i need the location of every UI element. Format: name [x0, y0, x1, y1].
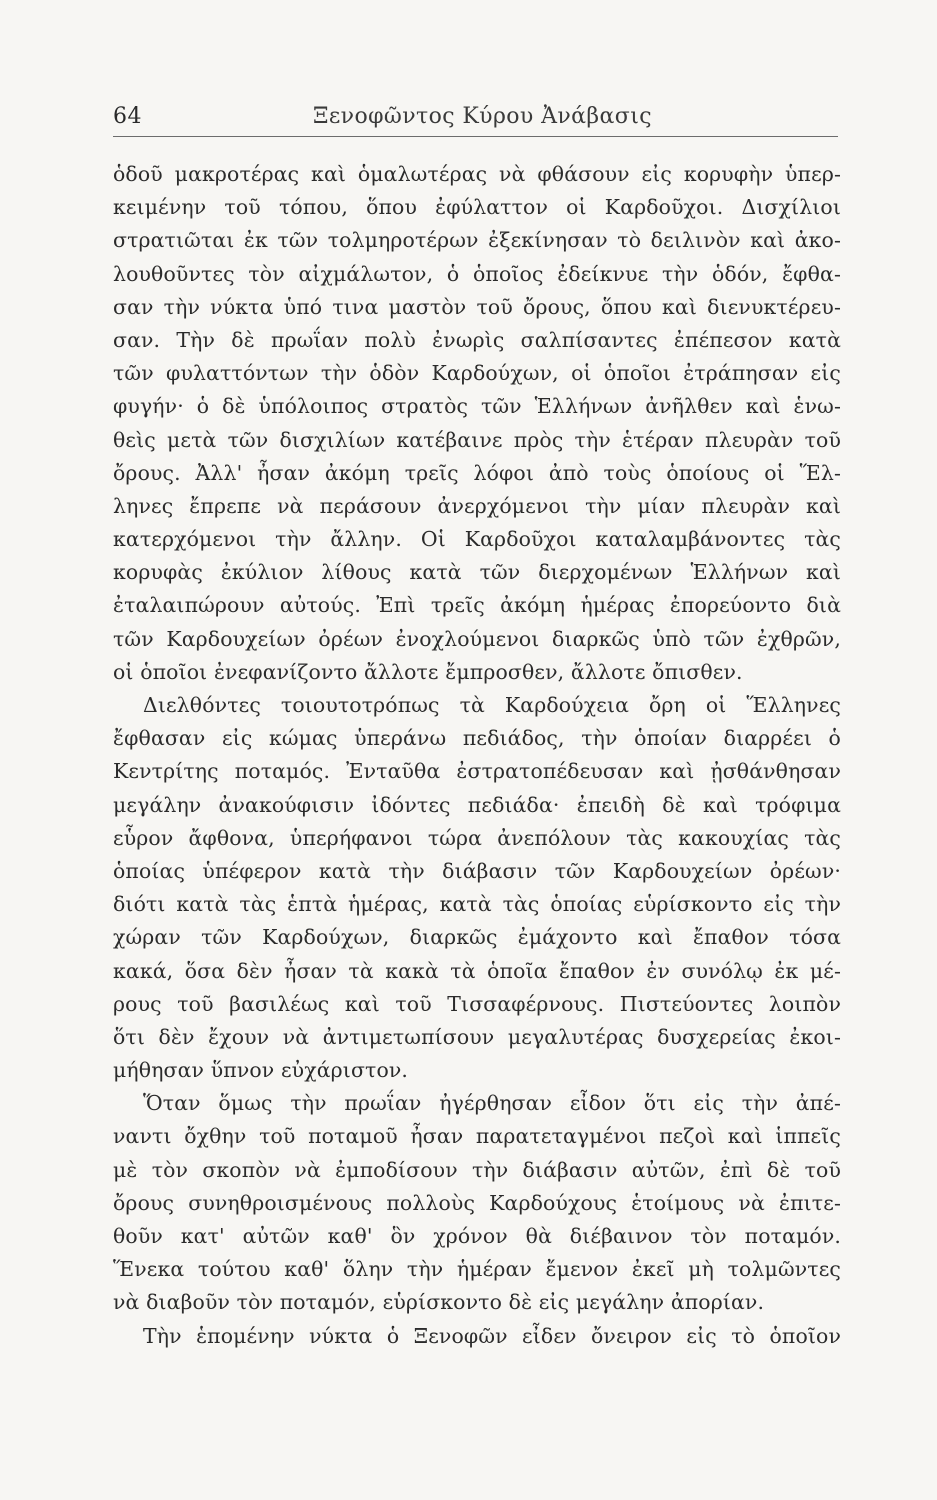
paragraph-first-line: Διελθόντες τοιουτοτρόπως τὰ Καρδούχεια ὄρη οἱ Ἕλληνες	[143, 693, 841, 717]
text-line: ὄρους συνηθροισμένους πολλοὺς Καρδούχους ἑτοίμους νὰ ἐπιτε-	[113, 1190, 841, 1215]
text-line: ναντι ὄχθην τοῦ ποταμοῦ ἦσαν παρατεταγμένοι πεζοὶ καὶ ἱππεῖς	[113, 1124, 841, 1149]
text-line: θοῦν κατ' αὐτῶν καθ' ὃν χρόνον θὰ διέβαινον τὸν ποταμόν.	[113, 1224, 841, 1248]
text-line: μὲ τὸν σκοπὸν νὰ ἐμποδίσουν τὴν διάβασιν αὐτῶν, ἐπὶ δὲ τοῦ	[113, 1157, 841, 1182]
text-line: κατερχόμενοι τὴν ἄλλην. Οἱ Καρδοῦχοι καταλαμβάνοντες τὰς	[113, 527, 841, 552]
text-line: κειμένην τοῦ τόπου, ὅπου ἐφύλαττον οἱ Καρδοῦχοι. Δισχίλιοι	[113, 195, 841, 220]
text-line: ὅτι δὲν ἔχουν νὰ ἀντιμετωπίσουν μεγαλυτέρας δυσχερείας ἐκοι-	[113, 1024, 841, 1049]
text-line: οἱ ὁποῖοι ἐνεφανίζοντο ἄλλοτε ἔμπροσθεν, ἄλλοτε ὄπισθεν.	[113, 659, 743, 684]
text-line: τῶν φυλαττόντων τὴν ὁδὸν Καρδούχων, οἱ ὁποῖοι ἐτράπησαν εἰς	[113, 361, 841, 386]
text-line: ὁποίας ὑπέφερον κατὰ τὴν διάβασιν τῶν Καρδουχείων ὀρέων·	[113, 858, 841, 883]
text-line: στρατιῶται ἐκ τῶν τολμηροτέρων ἐξεκίνησαν τὸ δειλινὸν καὶ ἀκο-	[113, 228, 841, 253]
text-line: ληνες ἔπρεπε νὰ περάσουν ἀνερχόμενοι τὴν μίαν πλευρὰν καὶ	[113, 493, 841, 518]
running-head	[113, 96, 838, 137]
text-line: θεὶς μετὰ τῶν δισχιλίων κατέβαινε πρὸς τὴν ἑτέραν πλευρὰν τοῦ	[113, 427, 841, 452]
text-line: ἔφθασαν εἰς κώμας ὑπεράνω πεδιάδος, τὴν ὁποίαν διαρρέει ὁ	[113, 726, 841, 751]
text-line: μεγάλην ἀνακούφισιν ἰδόντες πεδιάδα· ἐπειδὴ δὲ καὶ τρόφιμα	[113, 792, 841, 817]
text-line: ἐταλαιπώρουν αὐτούς. Ἐπὶ τρεῖς ἀκόμη ἡμέρας ἐπορεύοντο διὰ	[113, 593, 841, 618]
paragraph-first-line: Ὅταν ὅμως τὴν πρωΐαν ἠγέρθησαν εἶδον ὅτι εἰς τὴν ἀπέ-	[143, 1091, 841, 1116]
text-line: Ἕνεκα τούτου καθ' ὅλην τὴν ἡμέραν ἔμενον ἐκεῖ μὴ τολμῶντες	[113, 1257, 841, 1282]
text-line: κακά, ὅσα δὲν ἦσαν τὰ κακὰ τὰ ὁποῖα ἔπαθον ἐν συνόλῳ ἐκ μέ-	[113, 958, 841, 983]
text-line: λουθοῦντες τὸν αἰχμάλωτον, ὁ ὁποῖος ἐδείκνυε τὴν ὁδόν, ἔφθα-	[113, 261, 841, 286]
running-title: Ξενοφῶντος Κύρου Ἀνάβασις	[313, 104, 652, 129]
text-line: διότι κατὰ τὰς ἑπτὰ ἡμέρας, κατὰ τὰς ὁποίας εὑρίσκοντο εἰς τὴν	[113, 892, 841, 917]
text-line: Κεντρίτης ποταμός. Ἐνταῦθα ἐστρατοπέδευσαν καὶ ᾐσθάνθησαν	[113, 759, 841, 784]
text-line: κορυφὰς ἐκύλιον λίθους κατὰ τῶν διερχομένων Ἑλλήνων καὶ	[113, 560, 841, 585]
text-line: μήθησαν ὕπνον εὐχάριστον.	[113, 1058, 409, 1083]
paragraph-first-line: Τὴν ἑπομένην νύκτα ὁ Ξενοφῶν εἶδεν ὄνειρον εἰς τὸ ὁποῖον	[143, 1323, 841, 1348]
text-line: ὁδοῦ μακροτέρας καὶ ὁμαλωτέρας νὰ φθάσουν εἰς κορυφὴν ὑπερ-	[113, 162, 841, 186]
text-line: σαν τὴν νύκτα ὑπό τινα μαστὸν τοῦ ὄρους, ὅπου καὶ διενυκτέρευ-	[113, 294, 841, 319]
text-line: ρους τοῦ βασιλέως καὶ τοῦ Τισσαφέρνους. Πιστεύοντες λοιπὸν	[113, 991, 841, 1016]
text-line: εὗρον ἄφθονα, ὑπερήφανοι τώρα ἀνεπόλουν τὰς κακουχίας τὰς	[113, 825, 841, 850]
text-line: νὰ διαβοῦν τὸν ποταμόν, εὑρίσκοντο δὲ εἰς μεγάλην ἀπορίαν.	[113, 1290, 765, 1315]
text-line: ὄρους. Ἀλλ' ἦσαν ἀκόμη τρεῖς λόφοι ἀπὸ τοὺς ὁποίους οἱ Ἕλ-	[113, 460, 841, 485]
page-number: 64	[113, 104, 142, 129]
body-text	[113, 158, 841, 1398]
text-line: τῶν Καρδουχείων ὀρέων ἐνοχλούμενοι διαρκῶς ὑπὸ τῶν ἐχθρῶν,	[113, 626, 841, 651]
text-line: σαν. Τὴν δὲ πρωΐαν πολὺ ἐνωρὶς σαλπίσαντες ἐπέπεσον κατὰ	[113, 327, 841, 352]
text-line: χώραν τῶν Καρδούχων, διαρκῶς ἐμάχοντο καὶ ἔπαθον τόσα	[113, 925, 841, 950]
text-line: φυγήν· ὁ δὲ ὑπόλοιπος στρατὸς τῶν Ἑλλήνων ἀνῆλθεν καὶ ἑνω-	[113, 394, 841, 419]
